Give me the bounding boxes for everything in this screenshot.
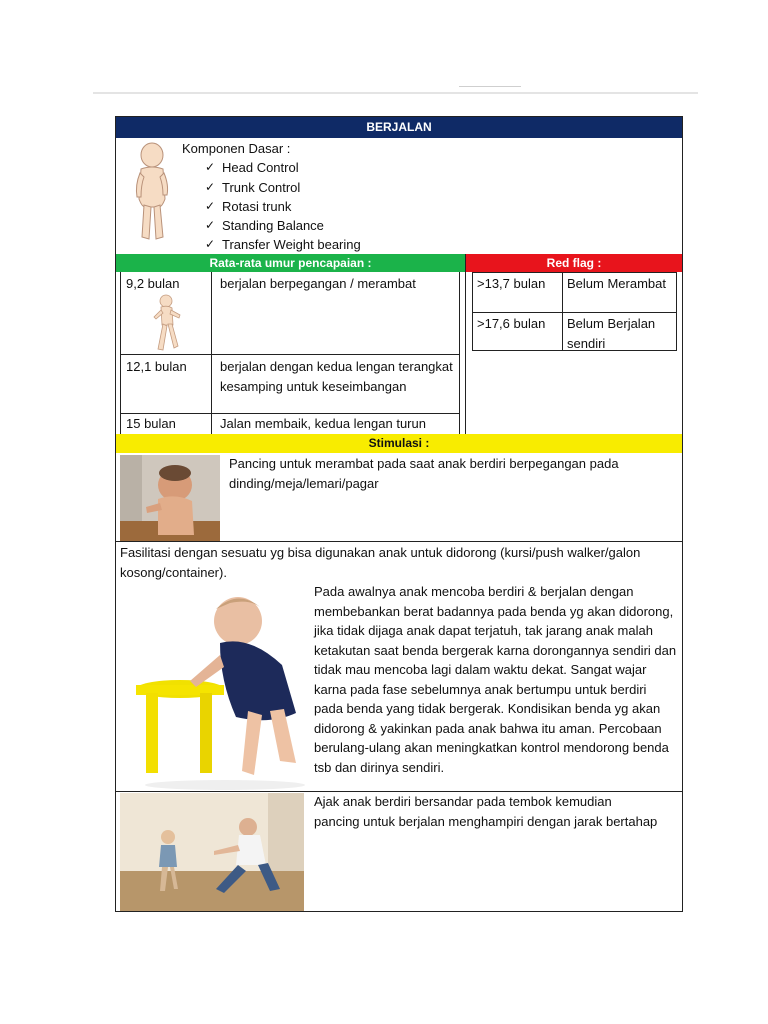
cruising-baby-illustration (152, 293, 184, 353)
redflag-desc: Belum Berjalan sendiri (567, 316, 656, 351)
stim1-text: Pancing untuk merambat pada saat anak berdiri berpegangan pada dinding/meja/lemari/pagar (229, 456, 619, 491)
parent-child-walking-photo (120, 793, 304, 911)
komponen-item: ✓ Standing Balance (202, 216, 361, 235)
milestone-right-border (459, 272, 460, 434)
top-mark (459, 86, 521, 87)
baby-push-stool-photo (120, 585, 310, 790)
top-divider (93, 92, 698, 94)
komponen-label: Komponen Dasar : (182, 141, 291, 156)
redflag-desc: Belum Merambat (567, 276, 666, 291)
section-divider (116, 541, 682, 542)
milestone-left-border (120, 272, 121, 434)
komponen-item: ✓ Trunk Control (202, 178, 361, 197)
milestone-row-divider (120, 354, 460, 355)
baby-outline-illustration (132, 141, 172, 245)
milestone-age: 15 bulan (126, 416, 176, 431)
milestone-header: Rata-rata umur pencapaian : (116, 254, 465, 272)
title-bar: BERJALAN (116, 117, 682, 138)
milestone-col-divider (211, 272, 212, 434)
milestone-age: 12,1 bulan (126, 359, 187, 374)
komponen-list (182, 139, 361, 255)
milestone-desc: Jalan membaik, kedua lengan turun (220, 416, 426, 431)
milestone-age: 9,2 bulan (126, 276, 180, 291)
stim2-detail: Pada awalnya anak mencoba berdiri & berjalan dengan membebankan berat badannya pada benda yg akan didorong, jika tidak dijaga anak dapat terjatuh, tak jarang anak malah ketakutan saat benda bergerak karna dorongannya sendiri dan tidak mau mencoba lagi dalam waktu dekat. Sangat wajar karna pada fase sebelumnya anak bertumpu untuk berdiri pada benda yang tidak bergerak. Kondisikan benda yg akan didorong & yakinkan pada anak bahwa itu aman. Percobaan berulang-ulang akan meningkatkan kontrol mendorong benda tsb dan dirinya sendiri. (314, 584, 677, 775)
milestone-desc: berjalan dengan kedua lengan terangkat kesamping untuk keseimbangan (220, 359, 453, 394)
column-divider (465, 254, 466, 434)
document-table (115, 116, 683, 912)
baby-standing-wall-photo (120, 455, 220, 541)
redflag-age: >17,6 bulan (477, 316, 546, 331)
redflag-header: Red flag : (466, 254, 682, 272)
komponen-item: ✓ Transfer Weight bearing (202, 235, 361, 254)
stim3-text: Ajak anak berdiri bersandar pada tembok kemudian pancing untuk berjalan menghampiri dengan jarak bertahap (314, 794, 658, 829)
redflag-row-divider (472, 312, 677, 313)
milestone-desc: berjalan berpegangan / merambat (220, 276, 416, 291)
stim2-intro: Fasilitasi dengan sesuatu yg bisa digunakan anak untuk didorong (kursi/push walker/galon kosong/container). (120, 545, 641, 580)
stimulasi-header: Stimulasi : (116, 434, 682, 453)
redflag-age: >13,7 bulan (477, 276, 546, 291)
komponen-item: ✓ Rotasi trunk (202, 197, 361, 216)
komponen-item: ✓ Head Control (202, 158, 361, 177)
